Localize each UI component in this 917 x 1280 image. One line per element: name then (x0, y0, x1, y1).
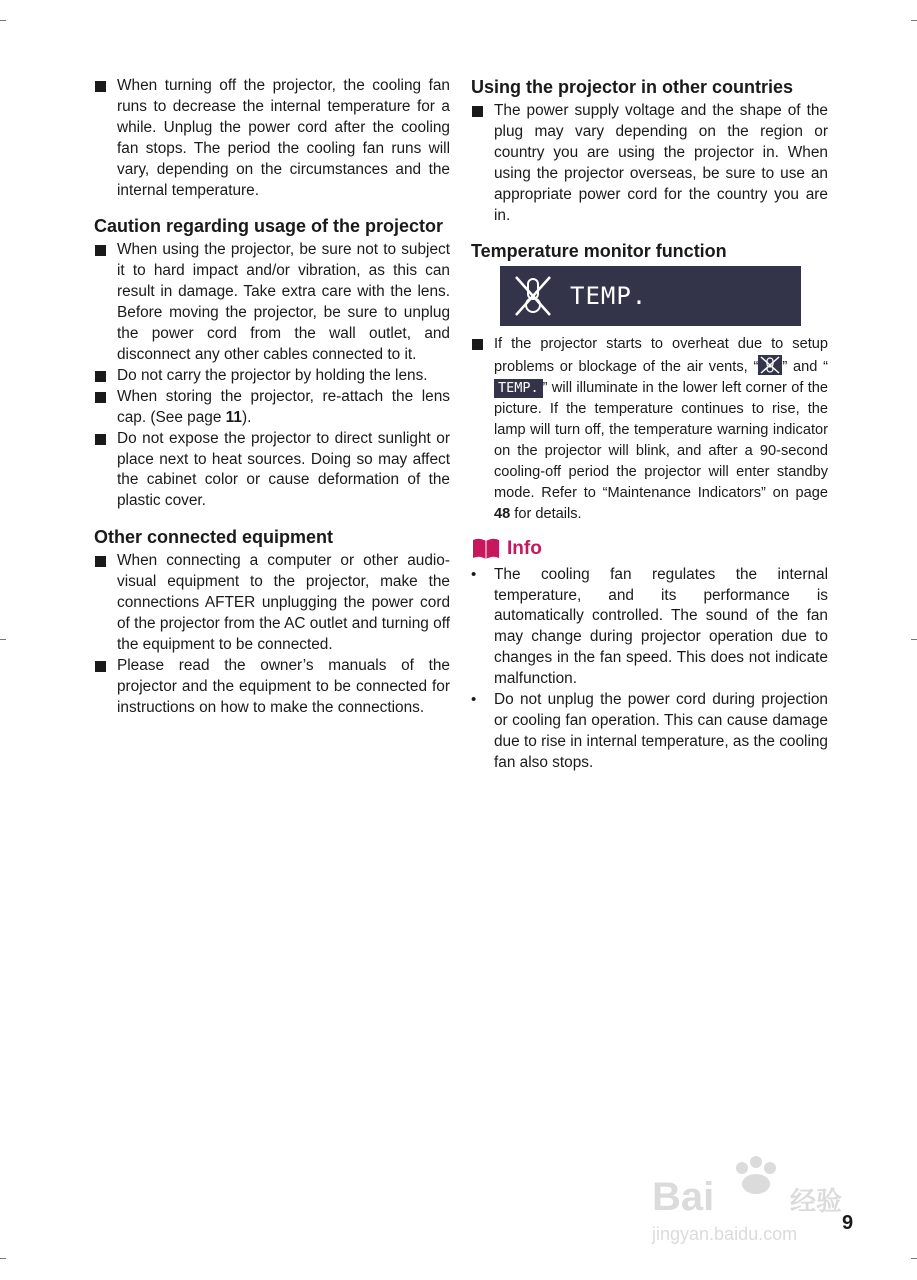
temperature-warning-icon (512, 273, 554, 319)
temperature-warning-icon (758, 355, 782, 375)
section-heading: Using the projector in other countries (471, 77, 794, 97)
item-text: ” will illuminate in the lower left corner of the picture. If the temperature continues to rise, the lamp will turn off, the temperature warning indicator on the projector will blink, and after a 90-second cooling-off period the projector will enter standby mode. Refer to “Maintenance Indicators” on page (494, 380, 828, 501)
svg-text:经验: 经验 (790, 1187, 843, 1217)
page-reference: 48 (494, 505, 511, 522)
crop-mark (0, 1258, 6, 1259)
page-number: 9 (842, 1212, 854, 1234)
item-text: ” and “ (782, 359, 828, 376)
item-text: When storing the projector, re-attach the lens cap. (See page (117, 387, 450, 426)
list-item (471, 334, 828, 524)
svg-text:jingyan.baidu.com: jingyan.baidu.com (652, 1224, 798, 1244)
list-item: • Do not unplug the power cord during projection or cooling fan operation. This can cause damage due to rise in internal temperature, as the cooling fan also stops. (471, 690, 828, 774)
page-reference: 11 (225, 408, 242, 426)
list-item: Do not carry the projector by holding the lens. (94, 366, 450, 387)
item-text: If the projector starts to overheat due to setup problems or blockage of the air vents, “ (494, 336, 828, 376)
intro-section (94, 76, 450, 201)
crop-mark (911, 20, 917, 21)
temp-display (500, 266, 801, 326)
crop-mark (911, 639, 917, 640)
list-item: When connecting a computer or other audio-visual equipment to the projector, make the connections AFTER unplugging the power cord of the projector from the AC outlet and turning off the equipment to be connected. (94, 551, 450, 656)
list-item: • The cooling fan regulates the internal temperature, and its performance is automatically controlled. The sound of the fan may change during projector operation due to changes in the fan speed. This does not indicate malfunction. (471, 565, 828, 690)
item-text: ). (241, 408, 252, 426)
other-equipment-section (94, 526, 450, 718)
svg-text:Bai: Bai (652, 1175, 715, 1219)
item-text: for details. (510, 505, 582, 522)
crop-mark (911, 1258, 917, 1259)
section-heading: Temperature monitor function (471, 241, 727, 262)
list-item: The power supply voltage and the shape of the plug may vary depending on the region or country you are using the projector in. When using the projector overseas, be sure to use an appropriate power cord for the country you are in. (471, 101, 828, 226)
list-item: Please read the owner’s manuals of the projector and the equipment to be connected for instructions on how to make the connections. (94, 656, 450, 719)
list-item: When turning off the projector, the cooling fan runs to decrease the internal temperature for a while. Unplug the power cord after the cooling fan stops. The period the cooling fan runs will vary, depending on the circumstances and the internal temperature. (94, 76, 450, 201)
caution-section (94, 215, 450, 512)
temperature-section (471, 240, 828, 524)
baidu-watermark-logo (650, 1150, 860, 1250)
temp-display-label: TEMP. (570, 282, 648, 311)
crop-mark (0, 639, 6, 640)
countries-section (471, 76, 828, 226)
left-column (94, 76, 450, 732)
crop-mark (0, 20, 6, 21)
info-section (471, 537, 828, 774)
temp-inline-label: TEMP. (494, 379, 543, 398)
section-heading: Other connected equipment (94, 527, 334, 548)
section-heading: Caution regarding usage of the projector (94, 216, 444, 237)
info-title: Info (507, 537, 542, 559)
list-item: When using the projector, be sure not to subject it to hard impact and/or vibration, as this can result in damage. Take extra care with the lens. Before moving the projector, be sure to unplug the power cord from the wall outlet, and disconnect any other cables connected to it. (94, 240, 450, 365)
right-column (471, 76, 828, 788)
info-heading (471, 537, 828, 561)
list-item (94, 387, 450, 429)
list-item: Do not expose the projector to direct sunlight or place next to heat sources. Doing so may affect the cabinet color or cause deformation of the plastic cover. (94, 429, 450, 513)
info-book-icon (471, 537, 501, 561)
